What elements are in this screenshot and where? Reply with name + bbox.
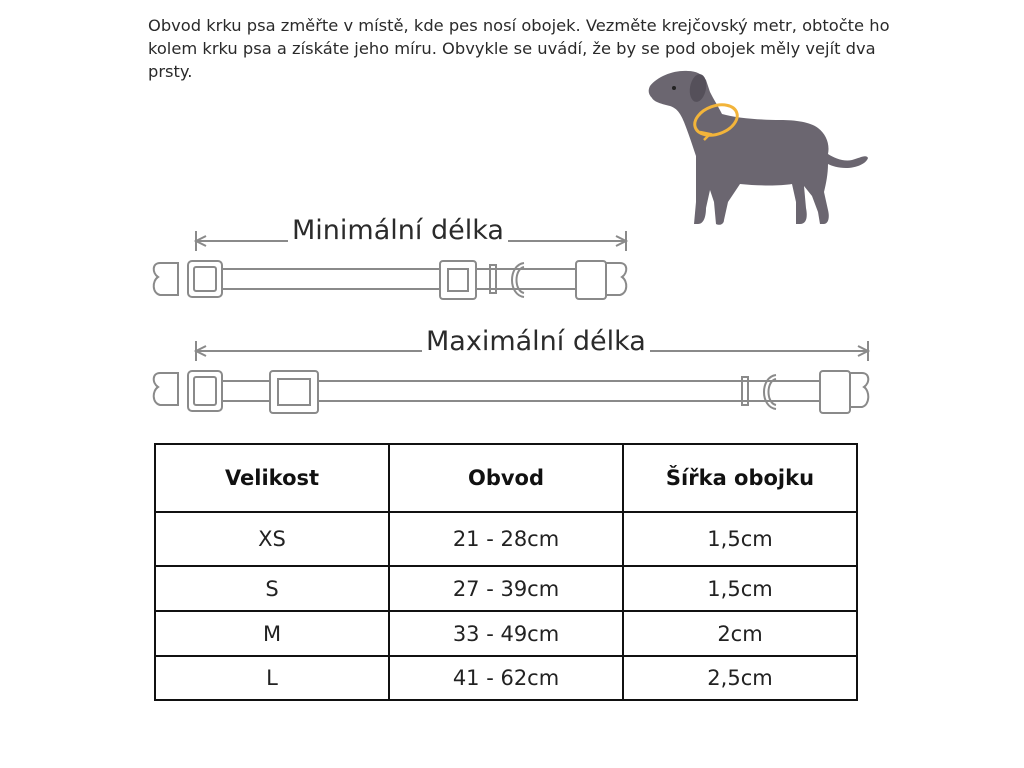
cell-circumference: 41 - 62cm (389, 656, 623, 700)
collar-drawings (150, 215, 880, 430)
cell-circumference: 33 - 49cm (389, 611, 623, 656)
instructions-text: Obvod krku psa změřte v místě, kde pes nosí obojek. Vezměte krejčovský metr, obtočte ho kolem krku psa a získáte jeho míru. Obvykle se uvádí, že by se pod obojek měly vejít dva prsty. (148, 16, 890, 81)
max-length-label: Maximální délka (422, 326, 650, 358)
header-circumference: Obvod (389, 444, 623, 512)
min-collar (154, 261, 627, 299)
cell-width: 2cm (623, 611, 857, 656)
cell-size: S (155, 566, 389, 611)
cell-size: M (155, 611, 389, 656)
collar-diagram (150, 215, 880, 430)
header-width: Šířka obojku (623, 444, 857, 512)
dog-silhouette (649, 71, 868, 225)
size-table (154, 443, 858, 701)
cell-circumference: 21 - 28cm (389, 512, 623, 566)
table-row (155, 512, 857, 566)
cell-size: XS (155, 512, 389, 566)
header-size: Velikost (155, 444, 389, 512)
cell-circumference: 27 - 39cm (389, 566, 623, 611)
table-row (155, 611, 857, 656)
table-row (155, 566, 857, 611)
dog-eye (672, 86, 676, 90)
dog-illustration (640, 62, 872, 232)
cell-size: L (155, 656, 389, 700)
cell-width: 2,5cm (623, 656, 857, 700)
min-length-label: Minimální délka (288, 215, 508, 247)
table-row (155, 656, 857, 700)
max-collar (154, 371, 869, 413)
cell-width: 1,5cm (623, 566, 857, 611)
table-header-row (155, 444, 857, 512)
cell-width: 1,5cm (623, 512, 857, 566)
